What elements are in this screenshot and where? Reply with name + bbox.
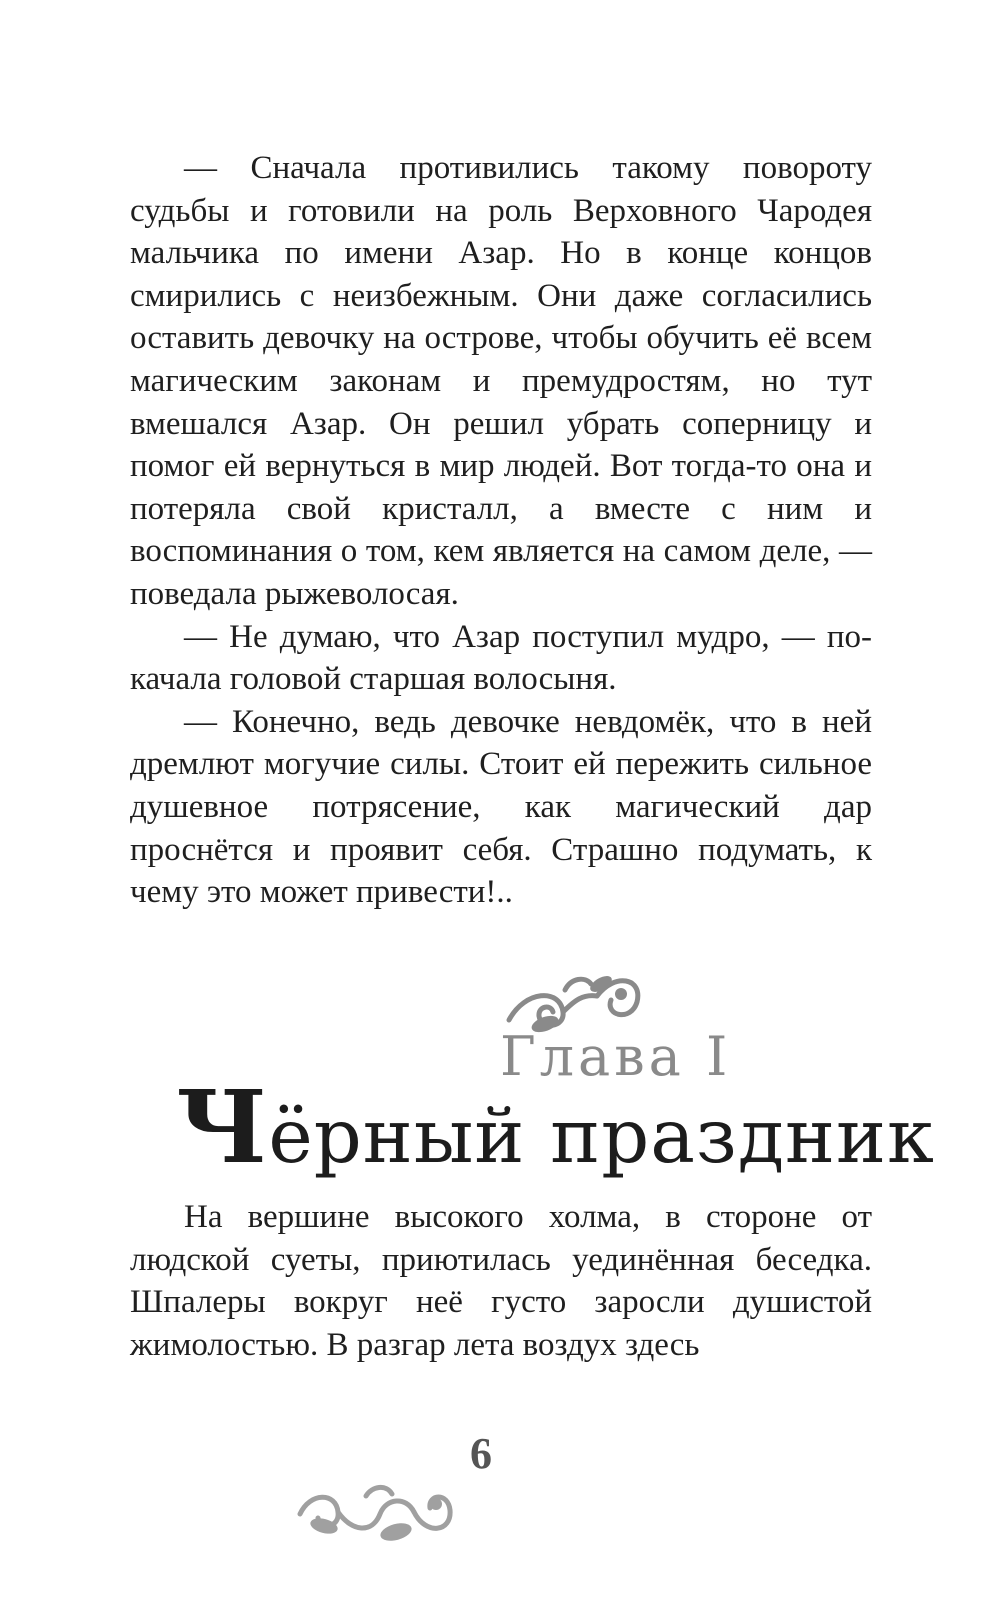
chapter-title-text: ёрный праздник <box>268 1092 935 1180</box>
chapter-title-initial: Ч <box>176 1068 269 1186</box>
paragraph: — Сначала противились такому повороту судьбы и готовили на роль Верховного Чародея мальчика по имени Азар. Но в конце концов смирились с неизбежным. Они даже согласились оставить девочку на острове, чтобы обучить её всем магическим законам и премудростям, но тут вмешался Азар. Он решил убрать соперницу и помог ей вернуться в мир людей. Вот тогда-то она и потеряла свой кристалл, а вместе с ним и воспоминания о том, кем является на самом деле, — поведала рыжеволосая. <box>130 150 872 612</box>
paragraph: — Конечно, ведь девочке невдомёк, что в ней дремлют могучие силы. Стоит ей пережить сильное душевное потрясение, как магический дар проснётся и проявит себя. Страшно подумать, к чему это может привести!.. <box>130 703 872 911</box>
paragraph: На вершине высокого холма, в стороне от людской суеты, приютилась уединённая беседка. Шпалеры вокруг неё густо заросли душистой жимолостью. В разгар лета воздух здесь <box>130 1199 872 1363</box>
floral-flourish-icon <box>296 1474 456 1556</box>
chapter-title <box>176 1068 935 1186</box>
page-number: 6 <box>470 1429 492 1478</box>
body-text-top <box>130 147 872 914</box>
chapter-label: Глава I <box>500 1025 732 1088</box>
body-text-bottom <box>130 1196 872 1366</box>
paragraph: — Не думаю, что Азар поступил мудро, — покачала головой старшая волосыня. <box>130 618 872 698</box>
